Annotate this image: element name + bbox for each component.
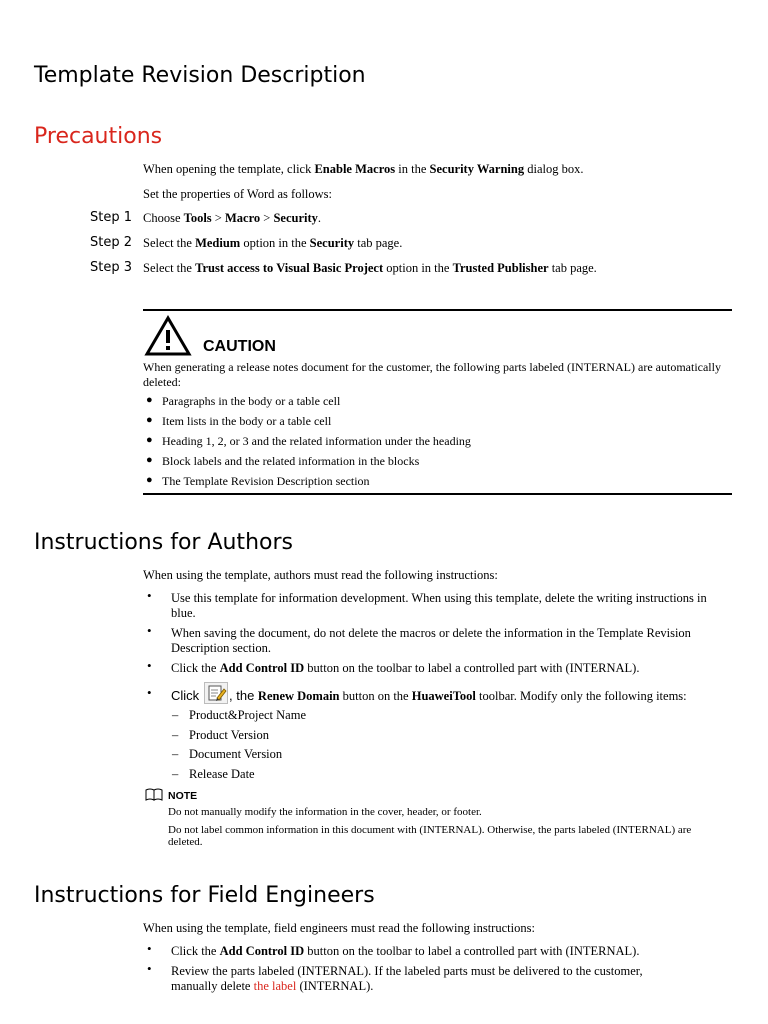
field-item-2: Review the parts labeled (INTERNAL). If the labeled parts must be delivered to the customer, manually delete the label (INTERNAL). — [171, 964, 643, 993]
note-title: NOTE — [168, 790, 198, 802]
page-title: Template Revision Description — [34, 63, 366, 88]
dash-icon: – — [172, 728, 179, 742]
caution-item: Item lists in the body or a table cell — [162, 414, 332, 428]
bullet-icon: • — [147, 623, 152, 638]
bullet-icon: • — [147, 961, 152, 976]
authors-heading: Instructions for Authors — [34, 530, 293, 555]
note-line-1: Do not manually modify the information in the cover, header, or footer. — [168, 806, 482, 818]
bullet-icon: ● — [146, 474, 153, 486]
field-engineers-heading: Instructions for Field Engineers — [34, 883, 375, 908]
bullet-icon: • — [147, 941, 152, 956]
sub-item: Product Version — [189, 728, 269, 742]
sub-item: Document Version — [189, 747, 283, 761]
field-item-1: Click the Add Control ID button on the toolbar to label a controlled part with (INTERNAL). — [171, 944, 640, 958]
bullet-icon: • — [147, 658, 152, 673]
authors-intro: When using the template, authors must read the following instructions: — [143, 568, 498, 582]
warning-triangle-icon — [144, 315, 192, 357]
caution-item: Paragraphs in the body or a table cell — [162, 394, 341, 408]
renew-domain-button[interactable] — [204, 682, 228, 704]
caution-item: The Template Revision Description section — [162, 474, 370, 488]
field-intro: When using the template, field engineers must read the following instructions: — [143, 921, 535, 935]
authors-item-3: Click the Add Control ID button on the toolbar to label a controlled part with (INTERNAL). — [171, 661, 640, 675]
renew-domain-icon — [205, 683, 227, 703]
bullet-icon: ● — [146, 394, 153, 406]
note-line-2: Do not label common information in this document with (INTERNAL). Otherwise, the parts labeled (INTERNAL) are deleted. — [168, 824, 692, 848]
dash-icon: – — [172, 767, 179, 781]
caution-title: CAUTION — [203, 338, 276, 355]
caution-item: Block labels and the related information in the blocks — [162, 454, 420, 468]
step-text: Select the Medium option in the Security tab page. — [143, 236, 403, 250]
sub-item: Product&Project Name — [189, 708, 306, 722]
bullet-icon: • — [147, 588, 152, 603]
precautions-paragraph-2: Set the properties of Word as follows: — [143, 187, 333, 201]
sub-item: Release Date — [189, 767, 255, 781]
book-icon — [145, 788, 163, 802]
bullet-icon: ● — [146, 414, 153, 426]
authors-item-4-text: , the Renew Domain button on the HuaweiTool toolbar. Modify only the following items: — [229, 688, 687, 703]
bullet-icon: • — [147, 685, 152, 700]
dash-icon: – — [172, 708, 179, 722]
bullet-icon: ● — [146, 454, 153, 466]
caution-item: Heading 1, 2, or 3 and the related information under the heading — [162, 434, 471, 448]
step-label: Step 3 — [90, 260, 133, 275]
authors-item-1: Use this template for information development. When using this template, delete the writing instructions in blue. — [171, 591, 707, 620]
step-text: Select the Trust access to Visual Basic Project option in the Trusted Publisher tab page. — [143, 261, 597, 275]
caution-top-rule — [143, 309, 732, 311]
caution-text: When generating a release notes document for the customer, the following parts labeled (INTERNAL) are automatically deleted: — [143, 360, 721, 389]
authors-item-2: When saving the document, do not delete the macros or delete the information in the Template Revision Description section. — [171, 626, 691, 655]
precautions-paragraph-1: When opening the template, click Enable Macros in the Security Warning dialog box. — [143, 162, 584, 176]
step-label: Step 1 — [90, 210, 133, 225]
step-text: Choose Tools > Macro > Security. — [143, 211, 322, 225]
authors-item-4-click: Click — [171, 688, 200, 703]
dash-icon: – — [172, 747, 179, 761]
precautions-heading: Precautions — [34, 124, 163, 149]
bullet-icon: ● — [146, 434, 153, 446]
caution-bottom-rule — [143, 493, 732, 495]
step-label: Step 2 — [90, 235, 133, 250]
